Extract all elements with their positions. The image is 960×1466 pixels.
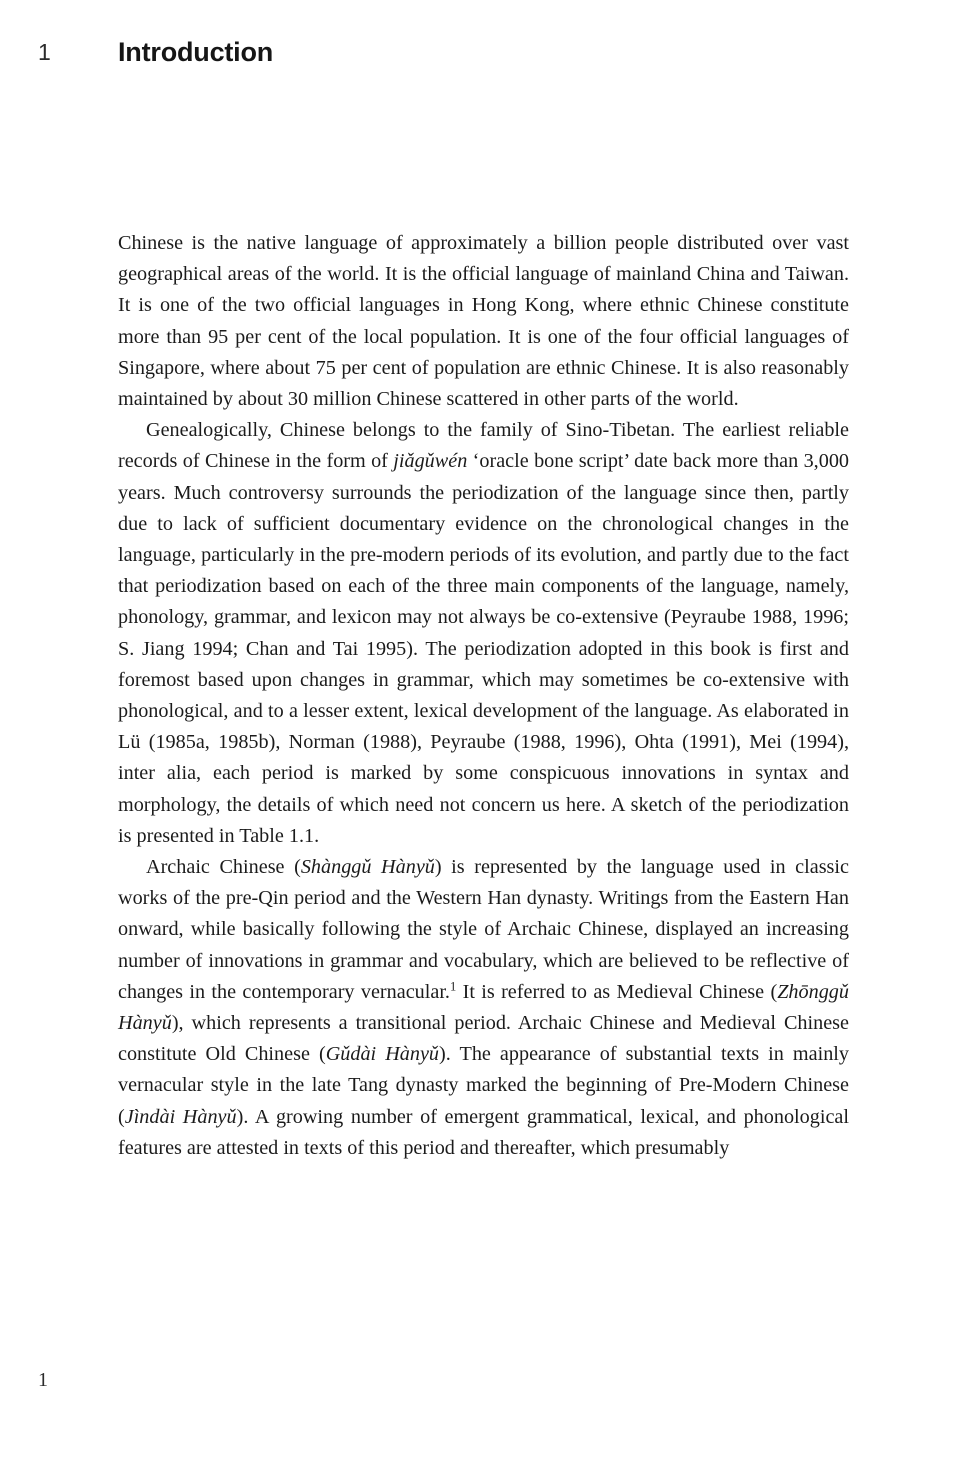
chapter-title: Introduction [118, 37, 274, 67]
body-paragraph: Archaic Chinese (Shànggǔ Hànyǔ) is represented by the language used in classic works of the pre-Qin period and the Western Han dynasty. Writings from the Eastern Han onward, while basically following the style of Archaic Chinese, displayed an increasing number of innovations in grammar and vocabulary, which are believed to be reflective of changes in the contemporary vernacular.$^1$ It is referred to as Medieval Chinese (Zhōnggǔ Hànyǔ), which represents a transitional period. Archaic Chinese and Medieval Chinese constitute Old Chinese (Gǔdài Hànyǔ). The appearance of substantial texts in mainly vernacular style in the late Tang dynasty marked the beginning of Pre-Modern Chinese (Jìndài Hànyǔ). A growing number of emergent grammatical, lexical, and phonological features are attested in texts of this period and thereafter, which presumably [118, 856, 849, 1159]
page-number-folio: 1 [38, 1369, 48, 1391]
body-text-column [118, 228, 849, 1164]
body-paragraph: Genealogically, Chinese belongs to the family of Sino-Tibetan. The earliest reliable records of Chinese in the form of jiǎgǔwén ‘oracle bone script’ date back more than 3,000 years. Much controversy surrounds the periodization of the language since then, partly due to lack of sufficient documentary evidence on the chronological changes in the language, particularly in the pre-modern periods of its evolution, and partly due to the fact that periodization based on each of the three main components of the language, namely, phonology, grammar, and lexicon may not always be co-extensive (Peyraube 1988, 1996; S. Jiang 1994; Chan and Tai 1995). The periodization adopted in this book is first and foremost based upon changes in grammar, which may sometimes be co-extensive with phonological, and to a lesser extent, lexical development of the language. As elaborated in Lü (1985a, 1985b), Norman (1988), Peyraube (1988, 1996), Ohta (1991), Mei (1994), inter alia, each period is marked by some conspicuous innovations in syntax and morphology, the details of which need not concern us here. A sketch of the periodization is presented in Table 1.1. [118, 419, 850, 847]
running-head [0, 36, 960, 80]
chapter-number: 1 [38, 39, 51, 65]
body-paragraph: Chinese is the native language of approximately a billion people distributed over vast geographical areas of the world. It is the official language of mainland China and Taiwan. It is one of the two official languages in Hong Kong, where ethnic Chinese constitute more than 95 per cent of the local population. It is one of the four official languages of Singapore, where about 75 per cent of population are ethnic Chinese. It is also reasonably maintained by about 30 million Chinese scattered in other parts of the world. [118, 232, 849, 411]
